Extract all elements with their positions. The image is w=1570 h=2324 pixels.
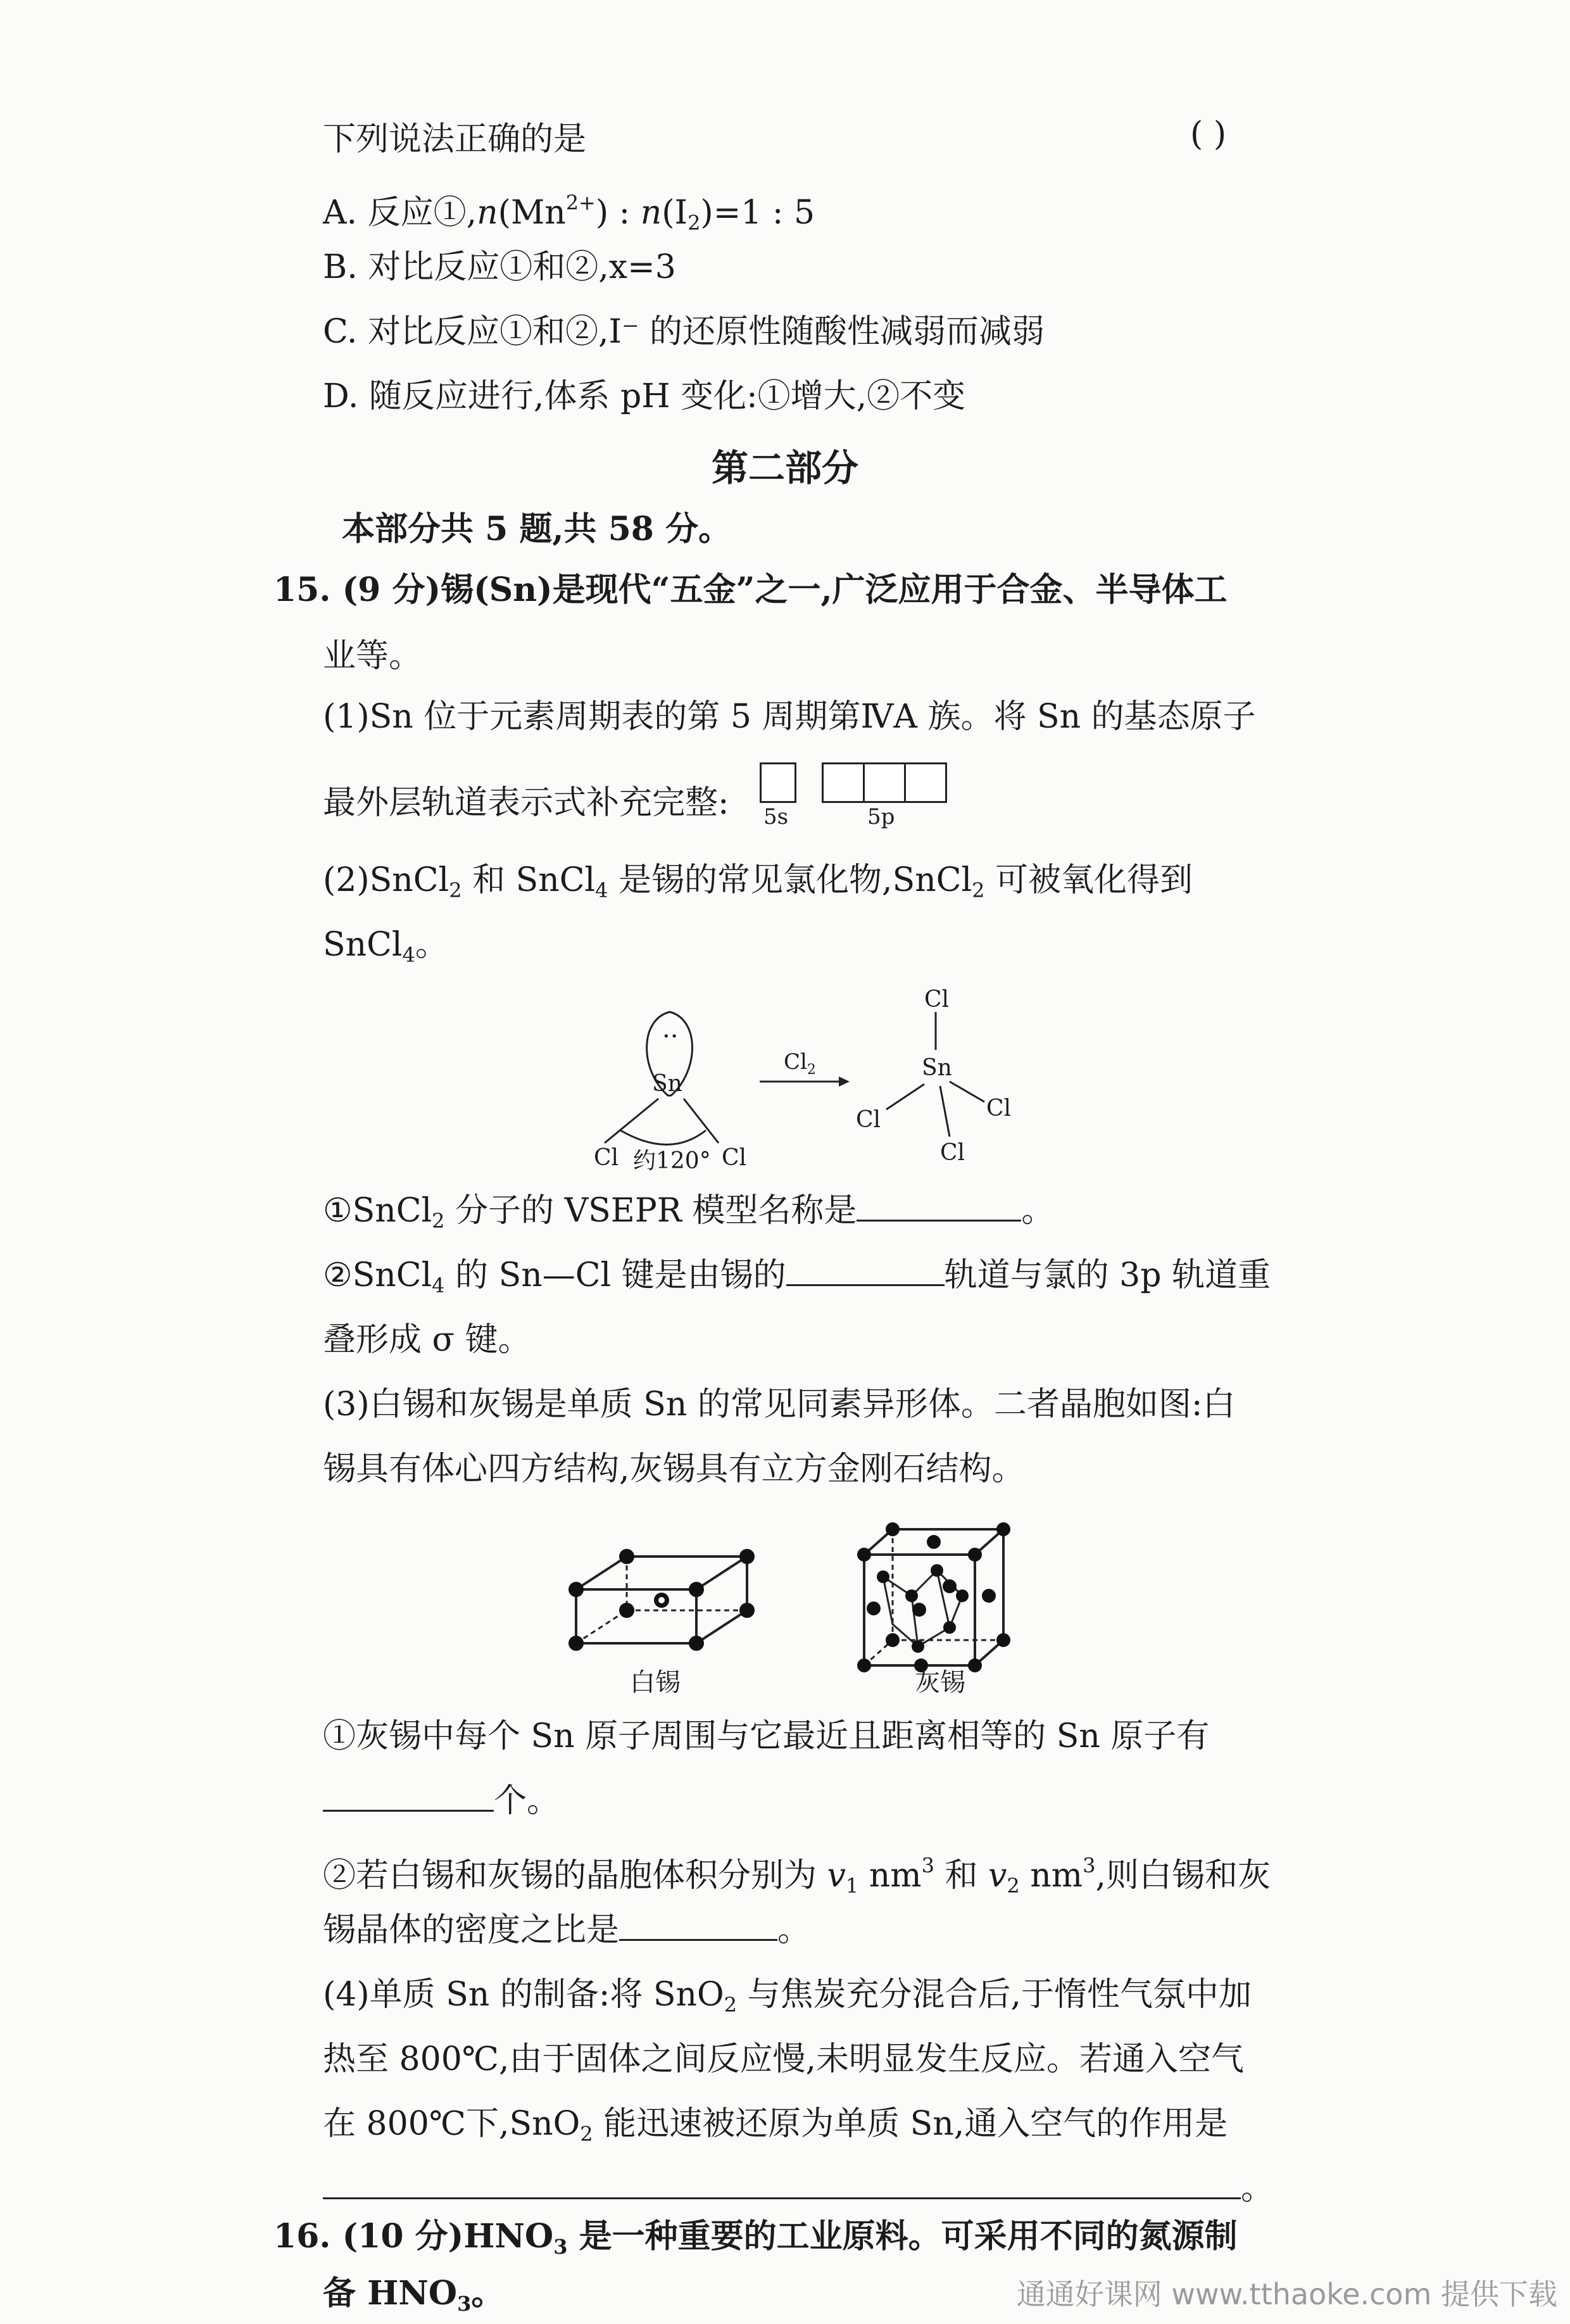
label-gray-tin: 灰锡: [915, 1668, 965, 1697]
p4-end: 。: [1241, 2169, 1274, 2207]
q15-2-2-line2: 叠形成 σ 键。: [323, 1321, 531, 1359]
q14-stem: 下列说法正确的是: [323, 120, 587, 158]
q15-part4-answer: [323, 2168, 1274, 2209]
q15-part1-line1: (1)Sn 位于元素周期表的第 5 周期第ⅣA 族。将 Sn 的基态原子: [323, 698, 1256, 736]
q3-2-v2: v: [988, 1857, 1007, 1895]
option-b: B. 对比反应①和②,x=3: [323, 248, 676, 286]
q3-2-sup1: 3: [921, 1854, 934, 1878]
answer-blank-air-role[interactable]: [323, 2168, 1241, 2199]
part2-intro: 本部分共 5 题,共 58 分。: [342, 510, 732, 548]
q15-part4-line2: 热至 800℃,由于固体之间反应慢,未明显发生反应。若通入空气: [323, 2040, 1245, 2078]
sncl2-sn: Sn: [652, 1071, 682, 1097]
q2-1-text-a: ①SnCl: [323, 1192, 432, 1230]
sncl4-cl-top: Cl: [924, 987, 950, 1013]
option-d: D. 随反应进行,体系 pH 变化:①增大,②不变: [323, 377, 966, 415]
q15-part3-line1: (3)白锡和灰锡是单质 Sn 的常见同素异形体。二者晶胞如图:白: [323, 1386, 1236, 1424]
q2-1-sub: 2: [432, 1209, 445, 1233]
q3-2-and: 和: [934, 1857, 989, 1895]
p4-text-a: (4)单质 Sn 的制备:将 SnO: [323, 1976, 724, 2014]
p4-line3-a: 在 800℃下,SnO: [323, 2105, 581, 2143]
q16-sub2: 3: [457, 2292, 472, 2316]
q15-3-2-line2: [323, 1910, 810, 1950]
orbital-label-5p: 5p: [867, 804, 895, 830]
p4-line3-sub: 2: [580, 2122, 593, 2146]
p2-text-c: 是锡的常见氯化物,SnCl: [608, 861, 972, 899]
q16-sub1: 3: [553, 2235, 568, 2259]
q2-1-end: 。: [1021, 1192, 1055, 1230]
option-a-i2: (I: [662, 194, 688, 232]
q16-text-a: 16. (10 分)HNO: [273, 2217, 554, 2256]
q15-2-1: [323, 1190, 1054, 1241]
option-a-mn-charge: 2+: [565, 191, 596, 215]
q15-part2-line2: [323, 925, 448, 975]
answer-paren: ( ): [1190, 115, 1227, 153]
q16-line2-b: 。: [471, 2274, 505, 2313]
q2-2-text-c: 轨道与氯的 3p 轨道重: [944, 1256, 1271, 1294]
watermark: 通通好课网 www.tthaoke.com 提供下载: [1016, 2277, 1557, 2311]
p2-line2-sub: 4: [402, 943, 415, 967]
label-white-tin: 白锡: [630, 1668, 681, 1697]
q15-3-1: ①灰锡中每个 Sn 原子周围与它最近且距离相等的 Sn 原子有: [323, 1717, 1210, 1755]
option-a-i2-sub: 2: [688, 211, 701, 235]
lone-pair-dots: ··: [662, 1022, 679, 1051]
q15-line2: 业等。: [323, 637, 422, 675]
white-tin-cell: [568, 1549, 755, 1651]
q3-2-v1-sub: 1: [845, 1874, 859, 1898]
option-a-n1: n: [477, 194, 498, 232]
orbital-box-5p-3: [904, 762, 947, 803]
q16-text-b: 是一种重要的工业原料。可采用不同的氮源制: [567, 2217, 1238, 2256]
q16-line2-a: 备 HNO: [323, 2274, 458, 2313]
gray-tin-cell: [857, 1522, 1010, 1672]
q2-2-text-b: 的 Sn—Cl 键是由锡的: [444, 1256, 786, 1294]
q15-part4-line1: [323, 1974, 1252, 2025]
answer-blank-orbital[interactable]: [786, 1255, 945, 1286]
q15-3-1-line2: [323, 1781, 560, 1821]
option-c: C. 对比反应①和②,I⁻ 的还原性随酸性减弱而减弱: [323, 313, 1045, 351]
q3-2-unit1: nm: [858, 1857, 922, 1895]
sncl4-sn: Sn: [922, 1055, 952, 1081]
orbital-label-5s: 5s: [763, 804, 789, 830]
option-a-mid: ) :: [595, 194, 641, 232]
q3-2-line2-text: 锡晶体的密度之比是: [323, 1911, 620, 1949]
q15-part2-line1: [323, 860, 1193, 911]
q3-2-unit2: nm: [1019, 1857, 1083, 1895]
q3-2-text-e: ,则白锡和灰: [1095, 1857, 1271, 1895]
p2-sub3: 2: [972, 878, 985, 902]
q2-1-text-b: 分子的 VSEPR 模型名称是: [444, 1192, 857, 1230]
orbital-box-5p-1: [822, 762, 865, 803]
q2-2-sub: 4: [432, 1273, 445, 1298]
sncl4-bond-bottom: [940, 1086, 950, 1137]
q3-2-end: 。: [777, 1911, 811, 1949]
p2-text-d: 可被氧化得到: [984, 861, 1193, 899]
sncl4-bond-right: [950, 1082, 984, 1102]
orbital-box-5p-2: [863, 762, 906, 803]
q3-2-sup2: 3: [1083, 1854, 1096, 1878]
answer-blank-neighbors[interactable]: [323, 1781, 494, 1812]
sncl2-cl-left: Cl: [594, 1145, 619, 1171]
q15-line1: 15. (9 分)锡(Sn)是现代“五金”之一,广泛应用于合金、半导体工: [273, 571, 1228, 609]
option-a-n2: n: [640, 194, 662, 232]
p4-sub: 2: [724, 1993, 737, 2017]
option-a-mn: (Mn: [498, 194, 566, 232]
option-a-text: A. 反应①,: [323, 194, 477, 232]
sncl4-cl-right: Cl: [986, 1096, 1012, 1121]
crystal-diagrams: [557, 1501, 1064, 1710]
p2-line2-text: SnCl: [323, 926, 403, 964]
reaction-arrow-head: [839, 1077, 850, 1087]
q3-2-v2-sub: 2: [1007, 1874, 1020, 1898]
p4-text-b: 与焦炭充分混合后,于惰性气氛中加: [736, 1976, 1252, 2014]
q3-1-end: 个。: [494, 1782, 560, 1820]
p4-line3-b: 能迅速被还原为单质 Sn,通入空气的作用是: [593, 2105, 1228, 2143]
q15-3-2: [323, 1845, 1271, 1906]
q2-2-text-a: ②SnCl: [323, 1256, 432, 1294]
answer-blank-density[interactable]: [619, 1910, 777, 1941]
q16-line1: [273, 2216, 1238, 2267]
orbital-box-5s: [760, 762, 796, 803]
sncl4-bond-left: [886, 1084, 924, 1109]
answer-blank-vsepr[interactable]: [857, 1190, 1021, 1222]
q15-2-2: [323, 1255, 1271, 1306]
p2-sub2: 4: [595, 878, 608, 902]
option-a-end: )=1 : 5: [700, 194, 815, 232]
part2-title: 第二部分: [711, 446, 858, 489]
q16-line2: [323, 2273, 504, 2324]
q15-part1-line2: 最外层轨道表示式补充完整:: [323, 784, 729, 822]
p2-line2-end: 。: [415, 926, 448, 964]
q15-part4-line3: [323, 2104, 1228, 2154]
reagent-cl: $Cl_2$: [784, 1049, 816, 1078]
p2-sub1: 2: [449, 878, 462, 902]
sncl2-cl-right: Cl: [722, 1145, 747, 1171]
angle-label: 约120°: [633, 1148, 711, 1174]
q3-2-v1: v: [827, 1857, 846, 1895]
sncl4-cl-bottom: Cl: [940, 1140, 965, 1166]
sncl2-bond-right: [684, 1099, 719, 1143]
q3-2-text-a: ②若白锡和灰锡的晶胞体积分别为: [323, 1857, 827, 1895]
p2-text-a: (2)SnCl: [323, 861, 449, 899]
option-a: [323, 182, 815, 243]
sncl4-cl-left: Cl: [856, 1107, 881, 1133]
p2-text-b: 和 SnCl: [462, 861, 596, 899]
angle-arc: [620, 1130, 706, 1145]
molecule-diagram: [570, 975, 1076, 1184]
q15-part3-line2: 锡具有体心四方结构,灰锡具有立方金刚石结构。: [323, 1450, 1025, 1488]
